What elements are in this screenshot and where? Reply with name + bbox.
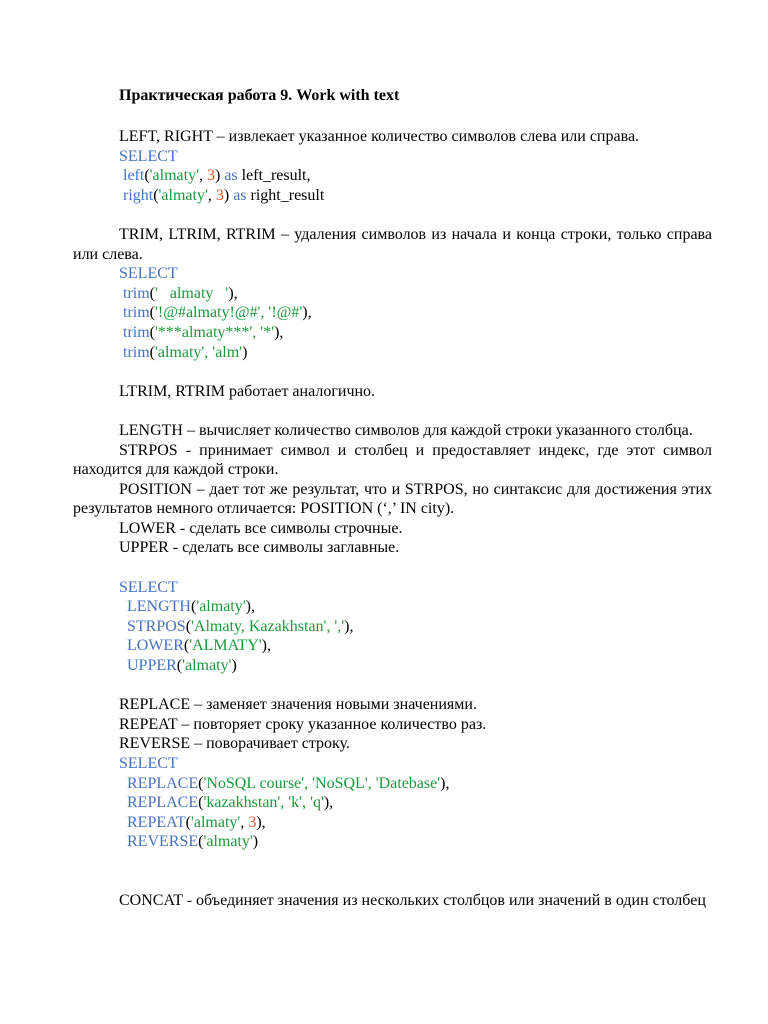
as-keyword: as — [224, 167, 238, 185]
trim-description: TRIM, LTRIM, RTRIM – удаления символов из начала и конца строки, только справа или слева. — [73, 225, 712, 263]
upper-description: UPPER - сделать все символы заглавные. — [119, 539, 400, 557]
repeat-description: REPEAT – повторяет сроку указанное количество раз. — [119, 715, 487, 733]
number-arg: 3 — [206, 167, 215, 185]
string-args: 'Almaty, Kazakhstan', ',' — [191, 617, 345, 635]
string-args: '!@#almaty!@#', '!@#' — [155, 304, 303, 322]
concat-description: CONCAT - объединяет значения из нескольких столбцов или значений в один столбец — [119, 891, 706, 909]
replace-description: REPLACE – заменяет значения новыми значениями. — [119, 696, 477, 714]
string-arg: 'almaty' — [149, 167, 199, 185]
string-args: '***almaty***', '*' — [155, 323, 275, 341]
fn-trim: trim — [123, 304, 150, 322]
strpos-description: STRPOS - принимает символ и столбец и предоставляет индекс, где этот символ находится для каждой строки. — [73, 441, 712, 479]
fn-trim: trim — [123, 323, 150, 341]
code-block-string-functions: SELECT LENGTH('almaty'), STRPOS('Almaty, Kazakhstan', ','), LOWER('ALMATY'), UPPER('almaty') — [119, 578, 354, 675]
position-description: POSITION – дает тот же результат, что и STRPOS, но синтаксис для достижения этих результатов немного отличается: POSITION (‘,’ IN city). — [73, 480, 712, 518]
string-args: 'almaty' — [203, 833, 253, 851]
fn-replace: REPLACE — [127, 774, 199, 792]
string-arg: 'almaty' — [158, 186, 208, 204]
string-args: ' almaty ' — [155, 284, 229, 302]
fn-upper: UPPER — [127, 657, 177, 675]
fn-right: right — [123, 186, 154, 204]
code-block-trim: SELECT trim(' almaty '), trim('!@#almaty!@#', '!@#'), trim('***almaty***', '*'), trim('almaty', 'alm') — [119, 265, 312, 361]
length-description: LENGTH – вычисляет количество символов для каждой строки указанного столбца. — [119, 421, 693, 439]
code-block-left-right: SELECT left('almaty', 3) as left_result, right('almaty', 3) as right_result — [119, 147, 325, 204]
string-args: 'almaty', 'alm' — [155, 343, 243, 361]
ltrim-note: LTRIM, RTRIM работает аналогично. — [119, 382, 376, 400]
select-keyword: SELECT — [119, 578, 178, 596]
as-keyword: as — [233, 186, 247, 204]
fn-strpos: STRPOS — [127, 617, 186, 635]
string-args: 'ALMATY' — [189, 637, 262, 655]
fn-lower: LOWER — [127, 637, 184, 655]
fn-replace: REPLACE — [127, 794, 199, 812]
string-args: 'almaty' — [191, 813, 241, 831]
fn-reverse: REVERSE — [127, 833, 199, 851]
string-args: 'almaty' — [196, 598, 246, 616]
fn-left: left — [123, 167, 145, 185]
string-args: 'kazakhstan', 'k', 'q' — [203, 794, 324, 812]
select-keyword: SELECT — [119, 147, 178, 165]
number-arg: 3 — [215, 186, 224, 204]
number-arg: 3 — [248, 813, 257, 831]
reverse-description: REVERSE – поворачивает строку. — [119, 735, 350, 753]
alias: right_result — [250, 186, 325, 204]
string-args: 'almaty' — [182, 657, 232, 675]
fn-repeat: REPEAT — [127, 813, 186, 831]
alias: left_result, — [241, 167, 311, 185]
fn-trim: trim — [123, 284, 150, 302]
select-keyword: SELECT — [119, 755, 178, 772]
fn-length: LENGTH — [127, 598, 191, 616]
string-args: 'NoSQL course', 'NoSQL', 'Datebase' — [203, 774, 441, 792]
left-right-description: LEFT, RIGHT – извлекает указанное количество символов слева или справа. — [119, 128, 640, 145]
fn-trim: trim — [123, 343, 150, 361]
page-title: Практическая работа 9. Work with text — [119, 87, 400, 104]
code-block-replace-repeat-reverse: SELECT REPLACE('NoSQL course', 'NoSQL', 'Datebase'), REPLACE('kazakhstan', 'k', 'q'), REPEAT('almaty', 3), REVERSE('almaty') — [119, 755, 450, 851]
lower-description: LOWER - сделать все символы строчные. — [119, 519, 403, 537]
select-keyword: SELECT — [119, 265, 178, 283]
